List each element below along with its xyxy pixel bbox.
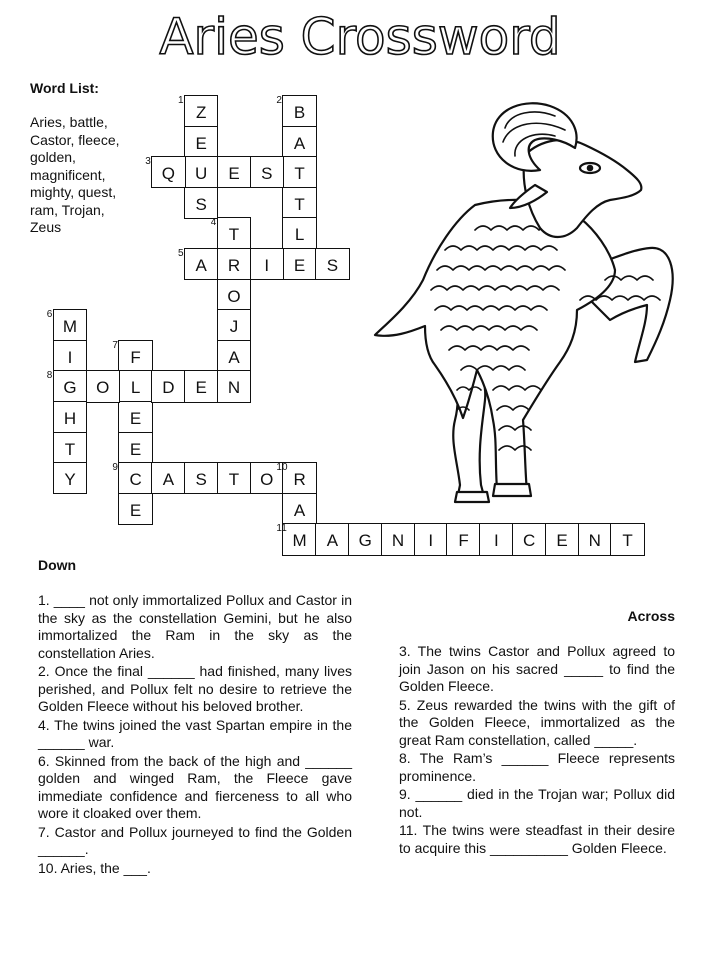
- crossword-cell[interactable]: L: [282, 217, 316, 249]
- crossword-cell[interactable]: M: [282, 523, 316, 555]
- ram-illustration: [365, 100, 690, 510]
- crossword-cell[interactable]: O: [217, 279, 251, 311]
- crossword-cell[interactable]: N: [578, 523, 612, 555]
- crossword-cell[interactable]: A: [282, 126, 316, 158]
- crossword-cell[interactable]: I: [250, 248, 284, 280]
- across-clue: 3. The twins Castor and Pollux agreed to join Jason on his sacred _____ to find the Golden Fleece.: [399, 643, 675, 694]
- ram-hoof: [455, 492, 489, 502]
- clue-number: 8: [46, 370, 53, 382]
- crossword-cell[interactable]: A: [315, 523, 349, 555]
- crossword-cell[interactable]: E: [118, 493, 152, 525]
- ram-body: [375, 200, 615, 492]
- crossword-cell[interactable]: I: [53, 340, 87, 372]
- down-clue: 1. ____ not only immortalized Pollux and Castor in the sky as the constellation Gemini, but he also immortalized the Ram in the sky as the constellation Aries.: [38, 592, 352, 661]
- crossword-cell[interactable]: E: [118, 401, 152, 433]
- page-title: [0, 0, 720, 72]
- crossword-cell[interactable]: S: [315, 248, 349, 280]
- crossword-cell[interactable]: L: [118, 370, 152, 402]
- crossword-cell[interactable]: T: [282, 187, 316, 219]
- crossword-cell[interactable]: C: [118, 462, 152, 494]
- crossword-cell[interactable]: A: [184, 248, 218, 280]
- down-clue: 6. Skinned from the back of the high and ______ golden and winged Ram, the Fleece gave immediate confidence and fierceness to all who wore it cloaked over them.: [38, 752, 352, 821]
- crossword-cell[interactable]: T: [53, 432, 87, 464]
- crossword-cell[interactable]: F: [446, 523, 480, 555]
- across-clue: 5. Zeus rewarded the twins with the gift of the Golden Fleece, immortalized as the great Ram constellation, called _____.: [399, 696, 675, 748]
- crossword-cell[interactable]: N: [381, 523, 415, 555]
- crossword-cell[interactable]: U: [184, 156, 218, 188]
- crossword-cell[interactable]: E: [184, 126, 218, 158]
- crossword-cell[interactable]: I: [479, 523, 513, 555]
- crossword-cell[interactable]: F: [118, 340, 152, 372]
- crossword-cell[interactable]: B: [282, 95, 316, 127]
- crossword-cell[interactable]: O: [86, 370, 120, 402]
- across-clues: [399, 643, 675, 858]
- page-title-text: Aries Crossword: [159, 8, 561, 66]
- crossword-cell[interactable]: Z: [184, 95, 218, 127]
- down-heading: Down: [38, 557, 77, 573]
- crossword-cell[interactable]: E: [118, 432, 152, 464]
- crossword-cell[interactable]: S: [250, 156, 284, 188]
- crossword-cell[interactable]: O: [250, 462, 284, 494]
- clue-number: 3: [145, 156, 151, 168]
- crossword-cell[interactable]: A: [151, 462, 185, 494]
- crossword-cell[interactable]: H: [53, 401, 87, 433]
- down-clue: 10. Aries, the ___.: [38, 859, 151, 876]
- clue-number: 7: [112, 339, 118, 351]
- clue-number: 11: [276, 523, 287, 535]
- clue-number: 2: [276, 95, 282, 106]
- clue-number: 4: [210, 217, 217, 229]
- word-list: Aries, battle, Castor, fleece, golden, magnificent, mighty, quest, ram, Trojan, Zeus: [30, 114, 120, 235]
- clue-number: 1: [178, 95, 184, 106]
- crossword-cell[interactable]: E: [217, 156, 251, 188]
- clue-number: 6: [46, 309, 53, 321]
- crossword-cell[interactable]: D: [151, 370, 185, 402]
- crossword-cell[interactable]: N: [217, 370, 251, 402]
- crossword-cell[interactable]: I: [414, 523, 448, 555]
- crossword-cell[interactable]: E: [282, 248, 316, 280]
- across-clue: 9. ______ died in the Trojan war; Pollux did not.: [399, 786, 675, 820]
- crossword-cell[interactable]: R: [282, 462, 316, 494]
- clue-number: 9: [112, 462, 118, 474]
- crossword-cell[interactable]: M: [53, 309, 87, 341]
- word-list-heading: Word List:: [30, 80, 99, 96]
- crossword-cell[interactable]: E: [545, 523, 579, 555]
- across-clue: 11. The twins were steadfast in their desire to acquire this __________ Golden Fleece.: [399, 822, 675, 856]
- crossword-cell[interactable]: E: [184, 370, 218, 402]
- crossword-cell[interactable]: T: [217, 217, 251, 249]
- clue-number: 5: [178, 248, 184, 259]
- across-heading: Across: [627, 608, 675, 624]
- down-clue: 4. The twins joined the vast Spartan empire in the ______ war.: [38, 716, 352, 750]
- crossword-cell[interactable]: A: [282, 493, 316, 525]
- down-clue: 2. Once the final ______ had finished, many lives perished, and Pollux felt no desire to retrieve the Golden Fleece without his beloved brother.: [38, 663, 352, 714]
- crossword-cell[interactable]: C: [512, 523, 546, 555]
- ram-hoof: [493, 484, 531, 496]
- crossword-cell[interactable]: G: [348, 523, 382, 555]
- crossword-cell[interactable]: T: [282, 156, 316, 188]
- crossword-cell[interactable]: T: [610, 523, 644, 555]
- crossword-cell[interactable]: J: [217, 309, 251, 341]
- crossword-cell[interactable]: A: [217, 340, 251, 372]
- crossword-cell[interactable]: Q: [151, 156, 185, 188]
- crossword-cell[interactable]: G: [53, 370, 87, 402]
- crossword-cell[interactable]: Y: [53, 462, 87, 494]
- down-clues: [38, 592, 352, 878]
- across-clue: 8. The Ram’s ______ Fleece represents prominence.: [399, 750, 675, 784]
- crossword-cell[interactable]: S: [184, 462, 218, 494]
- crossword-cell[interactable]: R: [217, 248, 251, 280]
- crossword-cell[interactable]: T: [217, 462, 251, 494]
- crossword-cell[interactable]: S: [184, 187, 218, 219]
- down-clue: 7. Castor and Pollux journeyed to find the Golden ______.: [38, 823, 352, 857]
- clue-number: 10: [276, 462, 288, 474]
